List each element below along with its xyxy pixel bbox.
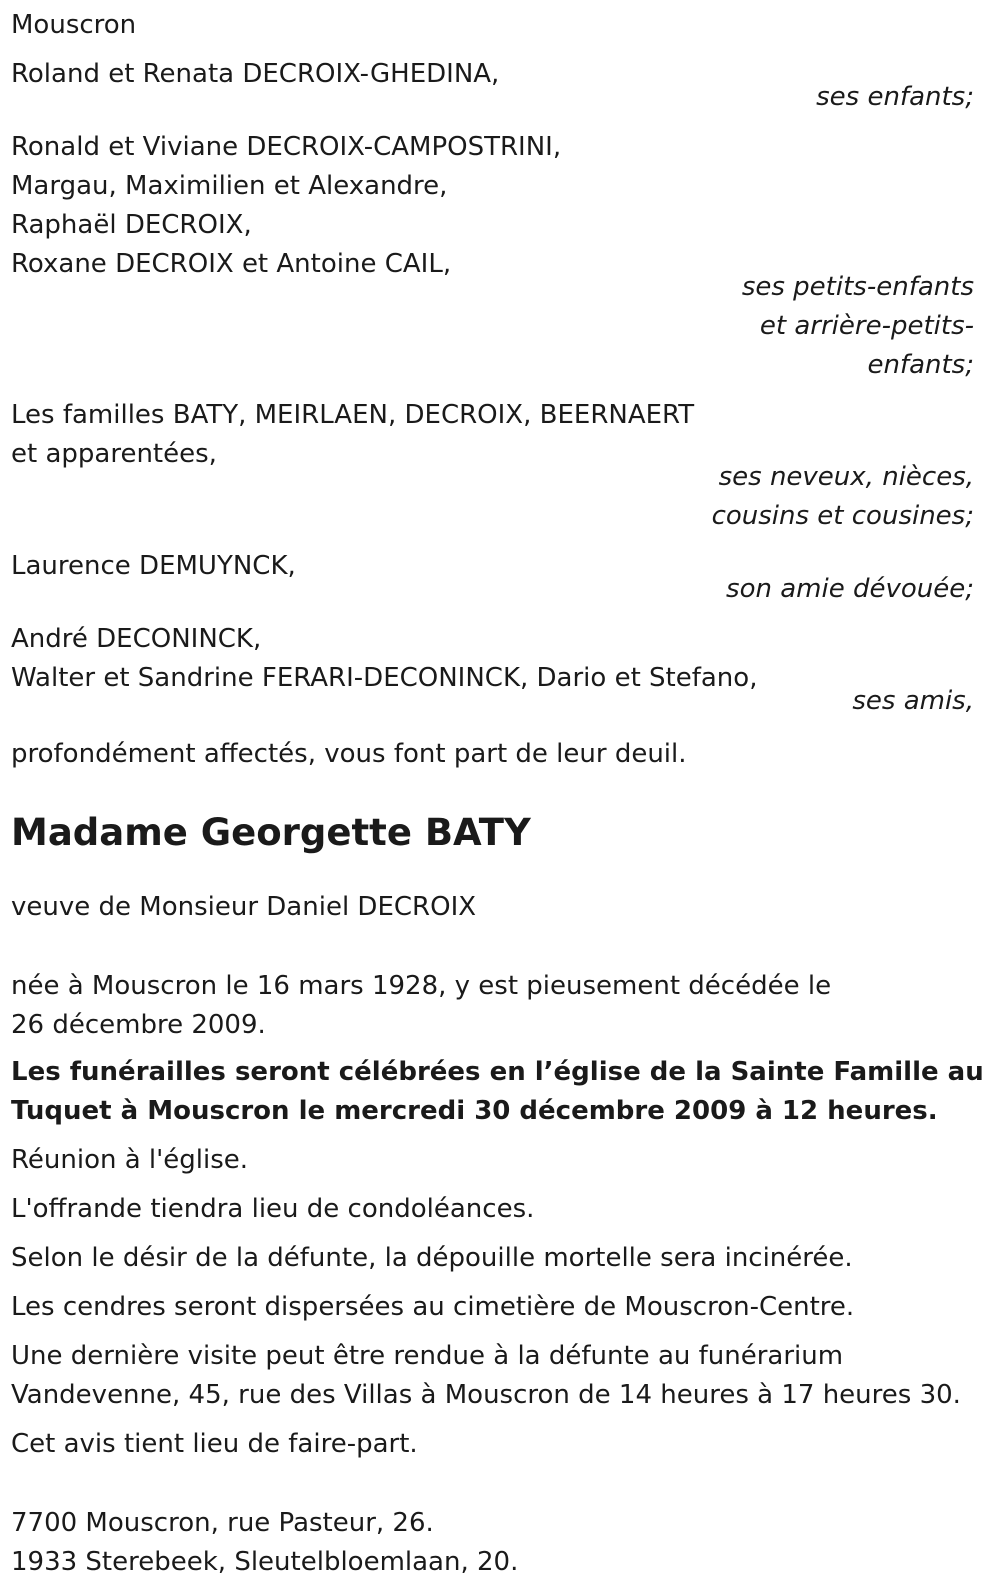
relation-line: cousins et cousines; (711, 501, 974, 531)
closing-statement: profondément affectés, vous font part de leur deuil. (11, 739, 687, 769)
family-group-friend (11, 547, 974, 609)
family-name-line: André DECONINCK, (11, 624, 262, 654)
relation-line: ses amis, (852, 686, 974, 716)
family-group-friends (11, 620, 974, 721)
relation-label (11, 268, 974, 385)
addresses (11, 1504, 974, 1582)
birth-death: née à Mouscron le 16 mars 1928, y est pieusement décédée le 26 décembre 2009. (11, 971, 832, 1040)
funeral-line: Tuquet à Mouscron le mercredi 30 décembre 2009 à 12 heures. (11, 1096, 938, 1126)
relation-line: enfants; (867, 350, 974, 380)
obituary-notice (11, 6, 984, 1582)
family-name-line: Les familles BATY, MEIRLAEN, DECROIX, BEERNAERT (11, 400, 695, 430)
relation-line: ses neveux, nièces, (718, 462, 974, 492)
family-name-line: Margau, Maximilien et Alexandre, (11, 171, 448, 201)
deceased-name: Madame Georgette BATY (11, 811, 531, 854)
relation-line: et arrière-petits- (759, 311, 974, 341)
relation-line: ses petits-enfants (741, 272, 974, 302)
family-name-line: Laurence DEMUYNCK, (11, 551, 296, 581)
notice-line: L'offrande tiendra lieu de condoléances. (11, 1194, 535, 1224)
family-name-line: Walter et Sandrine FERARI-DECONINCK, Dario et Stefano, (11, 663, 758, 693)
funeral-details (11, 1053, 984, 1131)
visit-details (11, 1337, 974, 1415)
family-group-children (11, 55, 974, 117)
widow-of: veuve de Monsieur Daniel DECROIX (11, 892, 477, 922)
location: Mouscron (11, 10, 137, 40)
address-line: 1933 Sterebeek, Sleutelbloemlaan, 20. (11, 1547, 519, 1577)
visit-line: Une dernière visite peut être rendue à la défunte au funérarium (11, 1341, 844, 1371)
family-name-line: Ronald et Viviane DECROIX-CAMPOSTRINI, (11, 132, 562, 162)
funeral-line: Les funérailles seront célébrées en l’église de la Sainte Famille au (11, 1057, 984, 1087)
family-group-grandchildren (11, 128, 974, 385)
notice-line: Réunion à l'église. (11, 1145, 249, 1175)
family-name-line: Raphaël DECROIX, (11, 210, 252, 240)
family-name-line: Roland et Renata DECROIX-GHEDINA, (11, 59, 500, 89)
family-group-relatives (11, 396, 974, 536)
notice-line: Les cendres seront dispersées au cimetière de Mouscron-Centre. (11, 1292, 855, 1322)
relation-line: son amie dévouée; (726, 574, 974, 604)
family-name-line: et apparentées, (11, 439, 217, 469)
family-name-line: Roxane DECROIX et Antoine CAIL, (11, 249, 452, 279)
relation-line: ses enfants; (816, 82, 974, 112)
notice-line: Selon le désir de la défunte, la dépouille mortelle sera incinérée. (11, 1243, 853, 1273)
address-line: 7700 Mouscron, rue Pasteur, 26. (11, 1508, 434, 1538)
visit-line: Vandevenne, 45, rue des Villas à Mouscron de 14 heures à 17 heures 30. (11, 1380, 961, 1410)
faire-part: Cet avis tient lieu de faire-part. (11, 1429, 418, 1459)
